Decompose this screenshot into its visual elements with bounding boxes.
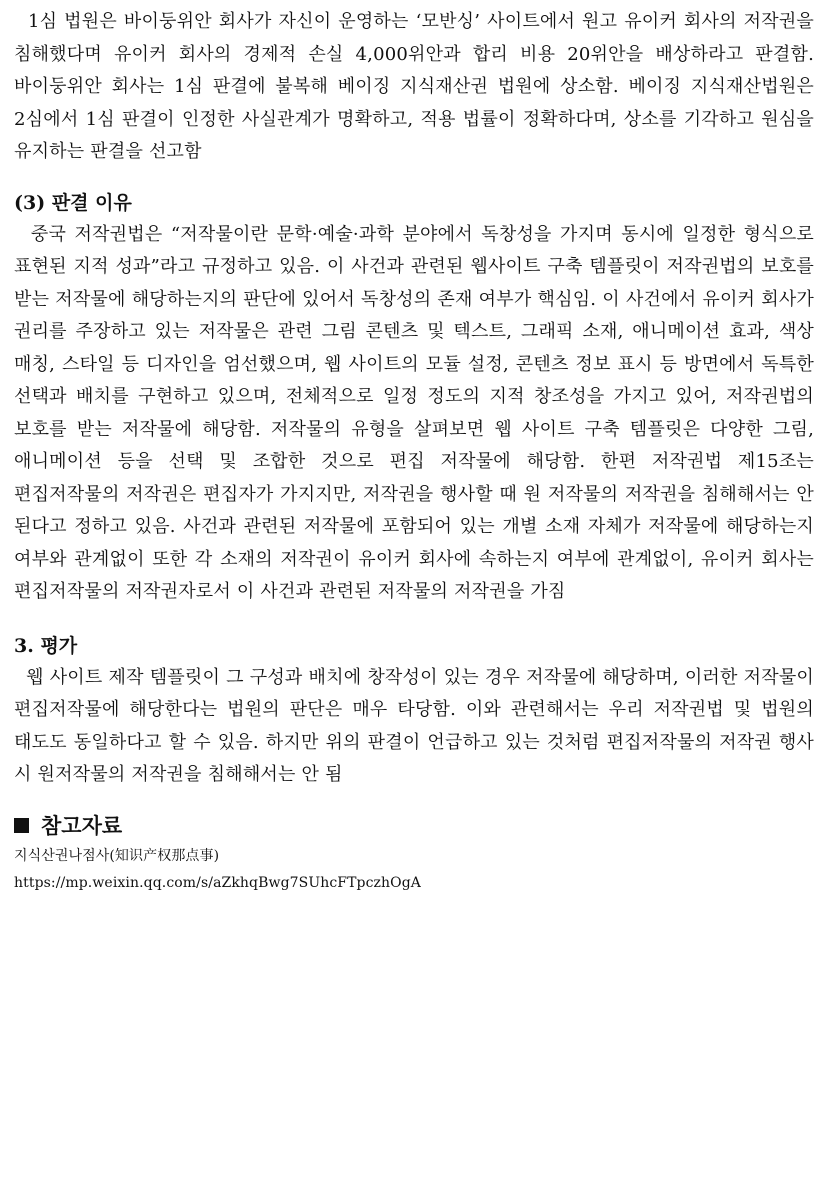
reasons-paragraph: 중국 저작권법은 “저작물이란 문학·예술·과학 분야에서 독창성을 가지며 동시에 일정한 형식으로 표현된 지적 성과”라고 규정하고 있음. 이 사건과 관련된 웹사이트 구축 템플릿이 저작권법의 보호를 받는 저작물에 해당하는지의 판단에 있어서 독창성의 존재 여부가 핵심임. 이 사건에서 유이커 회사가 권리를 주장하고 있는 저작물은 관련 그림 콘텐츠 및 텍스트, 그래픽 소재, 애니메이션 효과, 색상 매칭, 스타일 등 디자인을 엄선했으며, 웹 사이트의 모듈 설정, 콘텐츠 정보 표시 등 방면에서 독특한 선택과 배치를 구현하고 있으며, 전체적으로 일정 정도의 지적 창조성을 가지고 있어, 저작권법의 보호를 받는 저작물에 해당함. 저작물의 유형을 살펴보면 웹 사이트 구축 템플릿은 다양한 그림, 애니메이션 등을 선택 및 조합한 것으로 편집 저작물에 해당함. 한편 저작권법 제15조는 편집저작물의 저작권은 편집자가 가지지만, 저작권을 행사할 때 원 저작물의 저작권을 침해해서는 안 된다고 정하고 있음. 사건과 관련된 저작물에 포함되어 있는 개별 소재 자체가 저작물에 해당하는지 여부와 관계없이 또한 각 소재의 저작권이 유이커 회사에 속하는지 여부에 관계없이, 유이커 회사는 편집저작물의 저작권자로서 이 사건과 관련된 저작물의 저작권을 가짐: [14, 223, 815, 602]
references-heading-text: 참고자료: [41, 812, 123, 838]
square-bullet-icon: [14, 818, 29, 833]
reference-source-url[interactable]: https://mp.weixin.qq.com/s/aZkhqBwg7SUhcFTpczhOgA: [14, 874, 421, 891]
reference-source-name: 지식산권나점사(知识产权那点事): [14, 847, 220, 864]
evaluation-paragraph: 웹 사이트 제작 템플릿이 그 구성과 배치에 창작성이 있는 경우 저작물에 해당하며, 이러한 저작물이 편집저작물에 해당한다는 법원의 판단은 매우 타당함. 이와 관련해서는 우리 저작권법 및 법원의 태도도 동일하다고 할 수 있음. 하지만 위의 판결이 언급하고 있는 것처럼 편집저작물의 저작권 행사 시 원저작물의 저작권을 침해해서는 안 됨: [14, 666, 815, 785]
reasons-heading: (3) 판결 이유: [14, 191, 132, 214]
evaluation-heading: 3. 평가: [14, 634, 78, 657]
intro-paragraph: 1심 법원은 바이둥위안 회사가 자신이 운영하는 ‘모반싱’ 사이트에서 원고 유이커 회사의 저작권을 침해했다며 유이커 회사의 경제적 손실 4,000위안과 합리 비용 20위안을 배상하라고 판결함. 바이둥위안 회사는 1심 판결에 불복해 베이징 지식재산권 법원에 상소함. 베이징 지식재산법원은 2심에서 1심 판결이 인정한 사실관계가 명확하고, 적용 법률이 정확하다며, 상소를 기각하고 원심을 유지하는 판결을 선고함: [14, 11, 815, 162]
references-heading: [14, 810, 814, 842]
